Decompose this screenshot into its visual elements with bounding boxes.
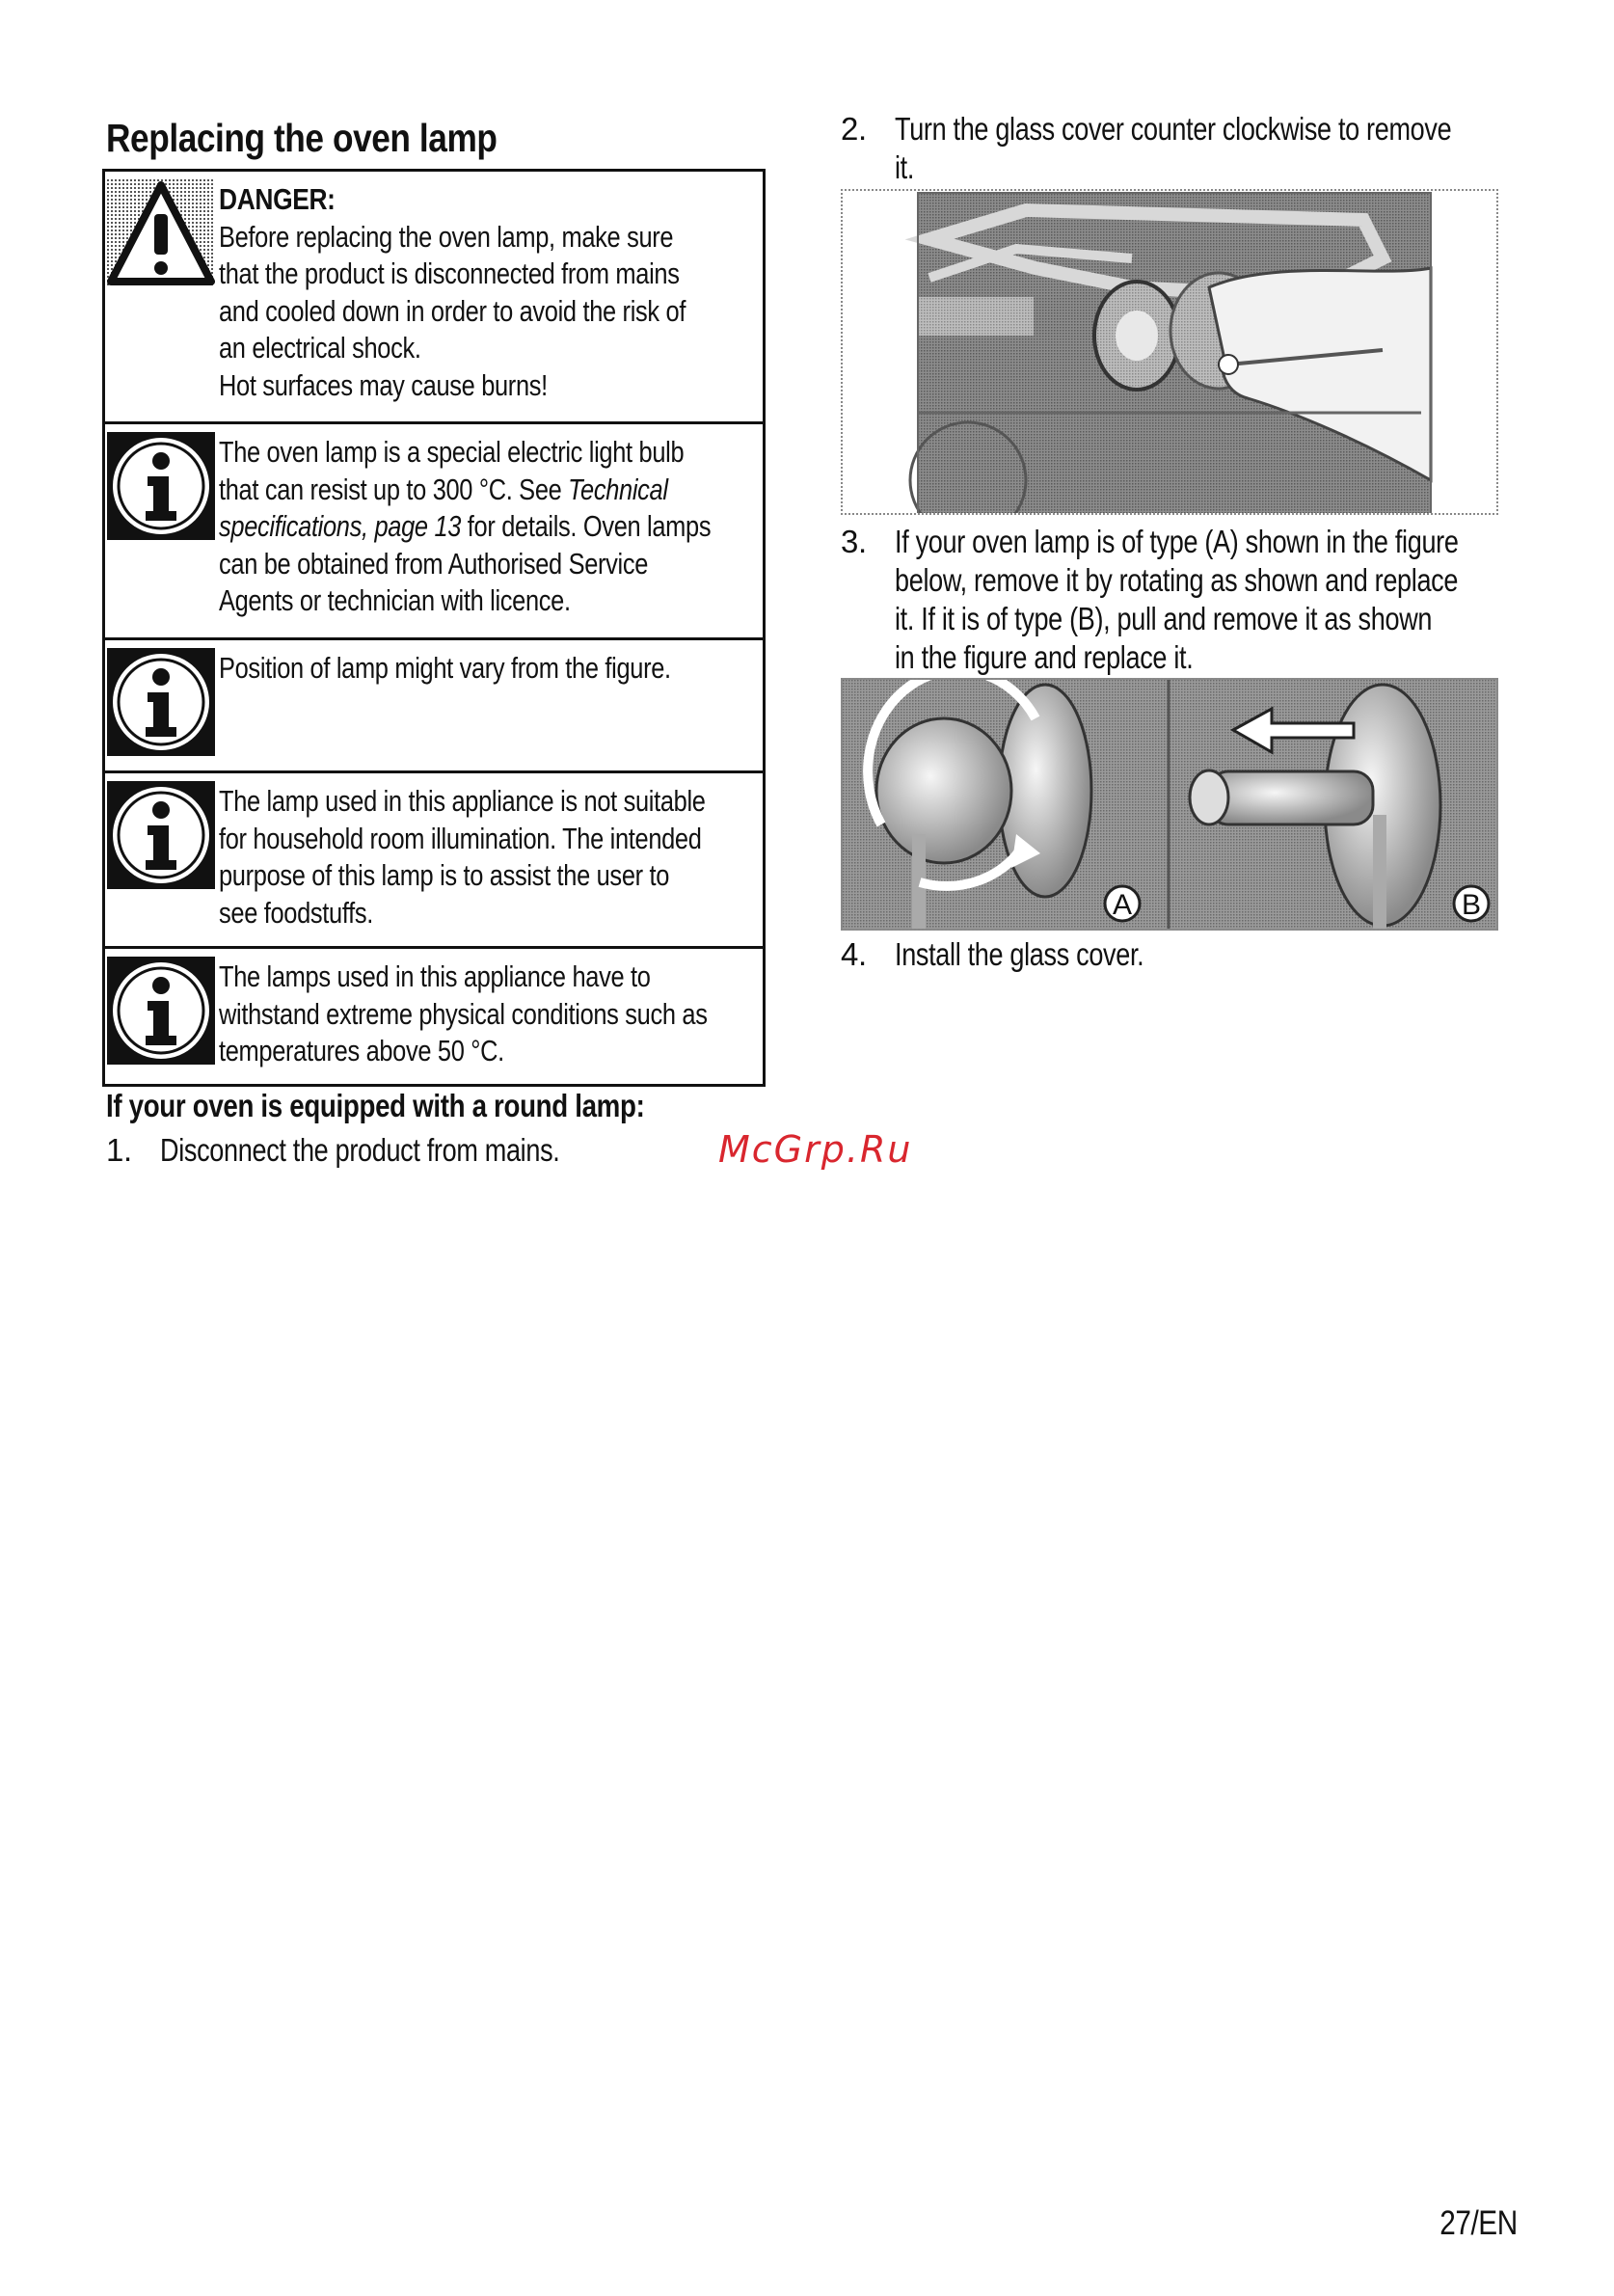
step-3: 3. If your oven lamp is of type (A) shown in the figure below, remove it by rotating as shown and replace it. If it is of type (B), pull and remove it as shown in the figure and replace it. (841, 524, 1459, 675)
warning-triangle-icon (107, 179, 215, 287)
info-icon (107, 432, 215, 540)
watermark: McGrp.Ru (718, 1128, 913, 1171)
step-4: 4. Install the glass cover. (841, 936, 1144, 972)
info-notice-conditions: The lamps used in this appliance have to withstand extreme physical conditions such as temperatures above 50 °C. (105, 949, 763, 1084)
lamp-type-a-label: A (1112, 889, 1133, 921)
lamp-type-b-label: B (1461, 889, 1482, 921)
section-title: Replacing the oven lamp (106, 116, 498, 160)
lamp-types-illustration (843, 680, 1498, 931)
technical-specifications-link[interactable]: specifications, page 13 (219, 509, 462, 543)
round-lamp-title: If your oven is equipped with a round lamp: (106, 1088, 645, 1123)
info-notice-position: Position of lamp might vary from the figure. (105, 640, 763, 773)
lamp-types-figure (841, 678, 1498, 931)
glass-cover-removal-figure (841, 189, 1498, 515)
step-2: 2. Turn the glass cover counter clockwise to remove it. (841, 111, 1452, 185)
hand-removing-cover-illustration (843, 191, 1498, 515)
info-icon (107, 957, 215, 1065)
info-notice-illumination: The lamp used in this appliance is not suitable for household room illumination. The intended purpose of this lamp is to assist the user to see foodstuffs. (105, 773, 763, 949)
notice-table (102, 169, 766, 1087)
info-icon (107, 648, 215, 756)
danger-heading: DANGER: (219, 182, 336, 216)
step-1: 1. Disconnect the product from mains. (106, 1132, 560, 1168)
info-notice-lamp-spec: The oven lamp is a special electric light bulb that can resist up to 300 °C. See Technical specifications, page 13 for details. Oven lamps can be obtained from Authorised Service Agents or technician with licence. (105, 424, 763, 640)
page-number: 27/EN (1439, 2204, 1518, 2242)
info-icon (107, 781, 215, 889)
danger-notice: DANGER: Before replacing the oven lamp, make sure that the product is disconnected from mains and cooled down in order to avoid the risk of an electrical shock. Hot surfaces may cause burns! (105, 172, 763, 424)
